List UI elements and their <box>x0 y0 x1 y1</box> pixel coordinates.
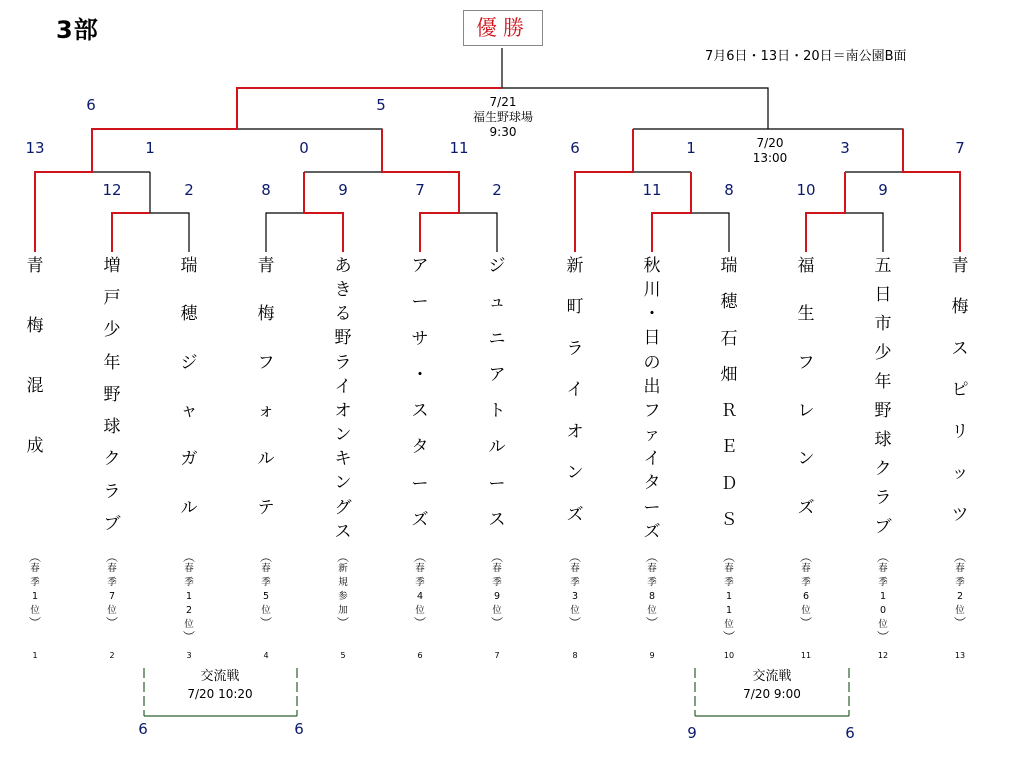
score-semi-l1: 13 <box>25 139 45 157</box>
team-number-9: 9 <box>649 651 655 660</box>
team-name-char: ラ <box>874 488 892 508</box>
team-note-6: ︵ 春 季 4 位 ︶ <box>413 550 426 630</box>
final-venue <box>448 95 558 140</box>
team-name-char: ッ <box>951 463 969 484</box>
team-name-char: 出 <box>643 376 661 397</box>
score-q-7: 2 <box>492 181 502 199</box>
score-semi-r2: 1 <box>686 139 696 157</box>
score-semi-l3: 0 <box>299 139 309 157</box>
team-name-4 <box>253 258 279 548</box>
team-name-11 <box>793 258 819 548</box>
team-name-char: 瑞 <box>180 256 198 276</box>
team-name-char: ア <box>488 364 506 385</box>
final-date: 7/21 <box>489 95 517 109</box>
team-name-char: ン <box>797 449 815 470</box>
team-name-char: フ <box>643 400 661 421</box>
team-note-10: ︵ 春 季 1 1 位 ︶ <box>722 550 735 644</box>
semi-right-venue <box>730 136 810 166</box>
team-name-char: ァ <box>643 425 661 446</box>
team-name-char: ン <box>334 473 352 494</box>
final-place: 福生野球場 <box>472 110 533 124</box>
team-name-char: ー <box>411 292 429 313</box>
exchange-time-1: 7/20 10:20 <box>187 687 253 701</box>
team-name-char: 梅 <box>257 304 275 325</box>
team-name-char: 成 <box>26 436 44 456</box>
team-name-char: 青 <box>257 256 275 276</box>
team-name-char: 混 <box>26 376 44 396</box>
team-number-8: 8 <box>572 651 578 660</box>
team-name-char: ス <box>488 509 506 530</box>
champion-label: 優勝 <box>463 10 543 46</box>
team-name-char: 福 <box>797 256 815 276</box>
score-q-9: 11 <box>642 181 662 199</box>
score-q-11: 10 <box>796 181 816 199</box>
team-name-char: 瑞 <box>720 256 738 276</box>
team-name-char: ク <box>103 449 121 470</box>
exchange-score-left-2: 9 <box>687 724 697 742</box>
team-name-char: ズ <box>797 497 815 518</box>
win-team2 <box>112 213 150 252</box>
team-name-char: ラ <box>566 338 584 359</box>
team-name-char: ジ <box>180 352 198 373</box>
team-name-char: 市 <box>874 314 892 334</box>
team-number-11: 11 <box>800 651 812 660</box>
team-note-7: ︵ 春 季 9 位 ︶ <box>490 550 503 630</box>
team-name-char: ー <box>411 473 429 494</box>
team-number-13: 13 <box>954 651 966 660</box>
team-note-9: ︵ 春 季 8 位 ︶ <box>645 550 658 630</box>
team-name-char: 年 <box>874 372 892 392</box>
team-name-char: イ <box>643 449 661 470</box>
team-name-char: ガ <box>180 449 198 470</box>
team-name-char: Ｓ <box>720 509 738 530</box>
team-number-4: 4 <box>263 651 269 660</box>
score-semi-r3: 3 <box>840 139 850 157</box>
team-note-1: ︵ 春 季 1 位 ︶ <box>28 550 41 630</box>
team-name-char: 日 <box>643 328 661 349</box>
team-name-char: 生 <box>797 304 815 325</box>
team-note-2: ︵ 春 季 7 位 ︶ <box>105 550 118 630</box>
team-number-12: 12 <box>877 651 889 660</box>
team-name-char: 川 <box>643 280 661 301</box>
team-name-2 <box>99 258 125 548</box>
team-name-1 <box>22 258 48 498</box>
team-note-4: ︵ 春 季 5 位 ︶ <box>259 550 272 630</box>
team-name-char: リ <box>951 421 969 442</box>
team-name-char: イ <box>334 376 352 397</box>
team-name-char: ア <box>411 256 429 276</box>
schedule-dates: 7月6日・13日・20日＝南公園B面 <box>705 49 907 64</box>
team-name-char: ブ <box>103 513 121 534</box>
team-name-char: ト <box>488 401 506 421</box>
team-name-char: ル <box>488 437 506 458</box>
team-note-3: ︵ 春 季 1 2 位 ︶ <box>182 550 195 644</box>
team-name-char: 穂 <box>720 292 738 313</box>
team-name-char: サ <box>411 328 429 349</box>
team-name-char: 町 <box>566 297 584 318</box>
team-name-char: ス <box>951 338 969 359</box>
team-number-6: 6 <box>417 651 423 660</box>
team-name-char: ピ <box>951 380 969 401</box>
line-team12 <box>845 213 883 252</box>
team-name-char: 石 <box>720 328 738 349</box>
exchange-title-1: 交流戦 <box>200 669 240 684</box>
team-name-char: テ <box>257 497 275 518</box>
team-name-char: 増 <box>103 256 121 276</box>
team-number-10: 10 <box>723 651 735 660</box>
score-final-right: 5 <box>376 96 386 114</box>
exchange-title-2: 交流戦 <box>752 669 792 684</box>
score-semi-r4: 7 <box>955 139 965 157</box>
team-name-char: ラ <box>334 352 352 373</box>
team-name-char: 野 <box>103 384 121 405</box>
team-name-char: 秋 <box>643 256 661 276</box>
team-note-11: ︵ 春 季 6 位 ︶ <box>799 550 812 630</box>
team-name-char: 五 <box>874 256 892 276</box>
team-name-char: オ <box>334 400 352 421</box>
team-name-char: イ <box>566 380 584 401</box>
team-name-6 <box>407 258 433 548</box>
score-q-5: 9 <box>338 181 348 199</box>
team-name-char: る <box>334 304 352 325</box>
team-name-char: ズ <box>643 521 661 542</box>
team-name-char: Ｄ <box>720 473 738 494</box>
team-note-12: ︵ 春 季 1 0 位 ︶ <box>876 550 889 644</box>
team-name-7 <box>484 258 510 548</box>
team-name-char: ス <box>411 401 429 421</box>
score-q-4: 8 <box>261 181 271 199</box>
team-name-char: Ｅ <box>720 437 738 458</box>
team-name-char: 青 <box>26 256 44 276</box>
team-name-3 <box>176 258 202 548</box>
team-name-char: ン <box>566 463 584 484</box>
team-name-char: ズ <box>411 509 429 530</box>
team-name-char: 球 <box>874 430 892 450</box>
team-name-char: Ｒ <box>720 401 738 421</box>
team-name-char: ル <box>180 497 198 518</box>
score-q-6: 7 <box>415 181 425 199</box>
team-name-char: オ <box>566 421 584 442</box>
team-name-char: ブ <box>874 517 892 537</box>
team-name-10 <box>716 258 742 548</box>
line-team10 <box>691 213 729 252</box>
team-note-8: ︵ 春 季 3 位 ︶ <box>568 550 581 630</box>
team-name-char: き <box>334 280 352 301</box>
final-time: 9:30 <box>489 125 517 139</box>
team-name-char: 球 <box>103 417 121 438</box>
semi-right-time: 13:00 <box>752 151 788 165</box>
score-semi-r1: 6 <box>570 139 580 157</box>
team-name-char: ク <box>874 459 892 479</box>
team-name-char: 戸 <box>103 288 121 309</box>
team-name-char: ズ <box>566 504 584 525</box>
team-name-char: 穂 <box>180 304 198 325</box>
exchange-score-right-1: 6 <box>294 720 304 738</box>
team-name-char: ォ <box>257 400 275 421</box>
team-name-char: フ <box>797 352 815 373</box>
team-name-char: ャ <box>180 400 198 421</box>
exchange-score-right-2: 6 <box>845 724 855 742</box>
team-name-char: 新 <box>566 256 584 276</box>
team-note-13: ︵ 春 季 2 位 ︶ <box>953 550 966 630</box>
line-team4 <box>266 213 304 252</box>
team-name-char: タ <box>643 473 661 494</box>
team-name-char: ツ <box>951 504 969 525</box>
team-name-char: 畑 <box>720 364 738 385</box>
team-name-char: の <box>643 352 661 373</box>
team-name-char: 少 <box>103 320 121 341</box>
team-name-char: ュ <box>488 292 506 313</box>
team-name-char: ・ <box>643 304 661 325</box>
team-name-char: 青 <box>951 256 969 276</box>
team-number-1: 1 <box>32 651 38 660</box>
team-name-char: ジ <box>488 256 506 276</box>
team-name-char: フ <box>257 352 275 373</box>
team-name-char: ル <box>257 449 275 470</box>
team-number-5: 5 <box>340 651 346 660</box>
semi-right-date: 7/20 <box>756 136 784 150</box>
team-name-char: レ <box>797 400 815 421</box>
line-team3 <box>150 213 189 252</box>
team-name-12 <box>870 258 896 548</box>
score-final-left: 6 <box>86 96 96 114</box>
score-q-2: 12 <box>102 181 122 199</box>
line-team7 <box>459 213 497 252</box>
team-name-char: タ <box>411 437 429 458</box>
team-name-char: ー <box>643 497 661 518</box>
score-q-12: 9 <box>878 181 888 199</box>
score-q-3: 2 <box>184 181 194 199</box>
team-name-char: キ <box>334 449 352 470</box>
team-name-char: 少 <box>874 343 892 363</box>
team-name-char: 梅 <box>951 297 969 318</box>
team-name-char: ・ <box>411 364 429 385</box>
division-title: 3部 <box>56 16 99 44</box>
score-semi-l2: 1 <box>145 139 155 157</box>
team-name-5 <box>330 258 356 548</box>
team-name-13 <box>947 258 973 548</box>
team-name-char: ー <box>488 473 506 494</box>
team-name-char: あ <box>334 256 352 276</box>
team-name-9 <box>639 258 665 548</box>
team-name-char: グ <box>334 497 352 518</box>
team-name-char: 年 <box>103 352 121 373</box>
exchange-time-2: 7/20 9:00 <box>743 687 801 701</box>
team-name-char: ニ <box>488 328 506 349</box>
team-name-char: 梅 <box>26 316 44 336</box>
team-number-3: 3 <box>186 651 192 660</box>
score-semi-l4: 11 <box>449 139 469 157</box>
exchange-score-left-1: 6 <box>138 720 148 738</box>
team-name-char: ン <box>334 425 352 446</box>
team-note-5: ︵ 新 規 参 加 ︶ <box>336 550 349 630</box>
team-number-2: 2 <box>109 651 115 660</box>
team-number-7: 7 <box>494 651 500 660</box>
team-name-8 <box>562 258 588 548</box>
team-name-char: 野 <box>874 401 892 421</box>
team-name-char: ラ <box>103 481 121 502</box>
score-q-10: 8 <box>724 181 734 199</box>
team-name-char: 野 <box>334 328 352 349</box>
team-name-char: ス <box>334 521 352 542</box>
team-name-char: 日 <box>874 285 892 305</box>
